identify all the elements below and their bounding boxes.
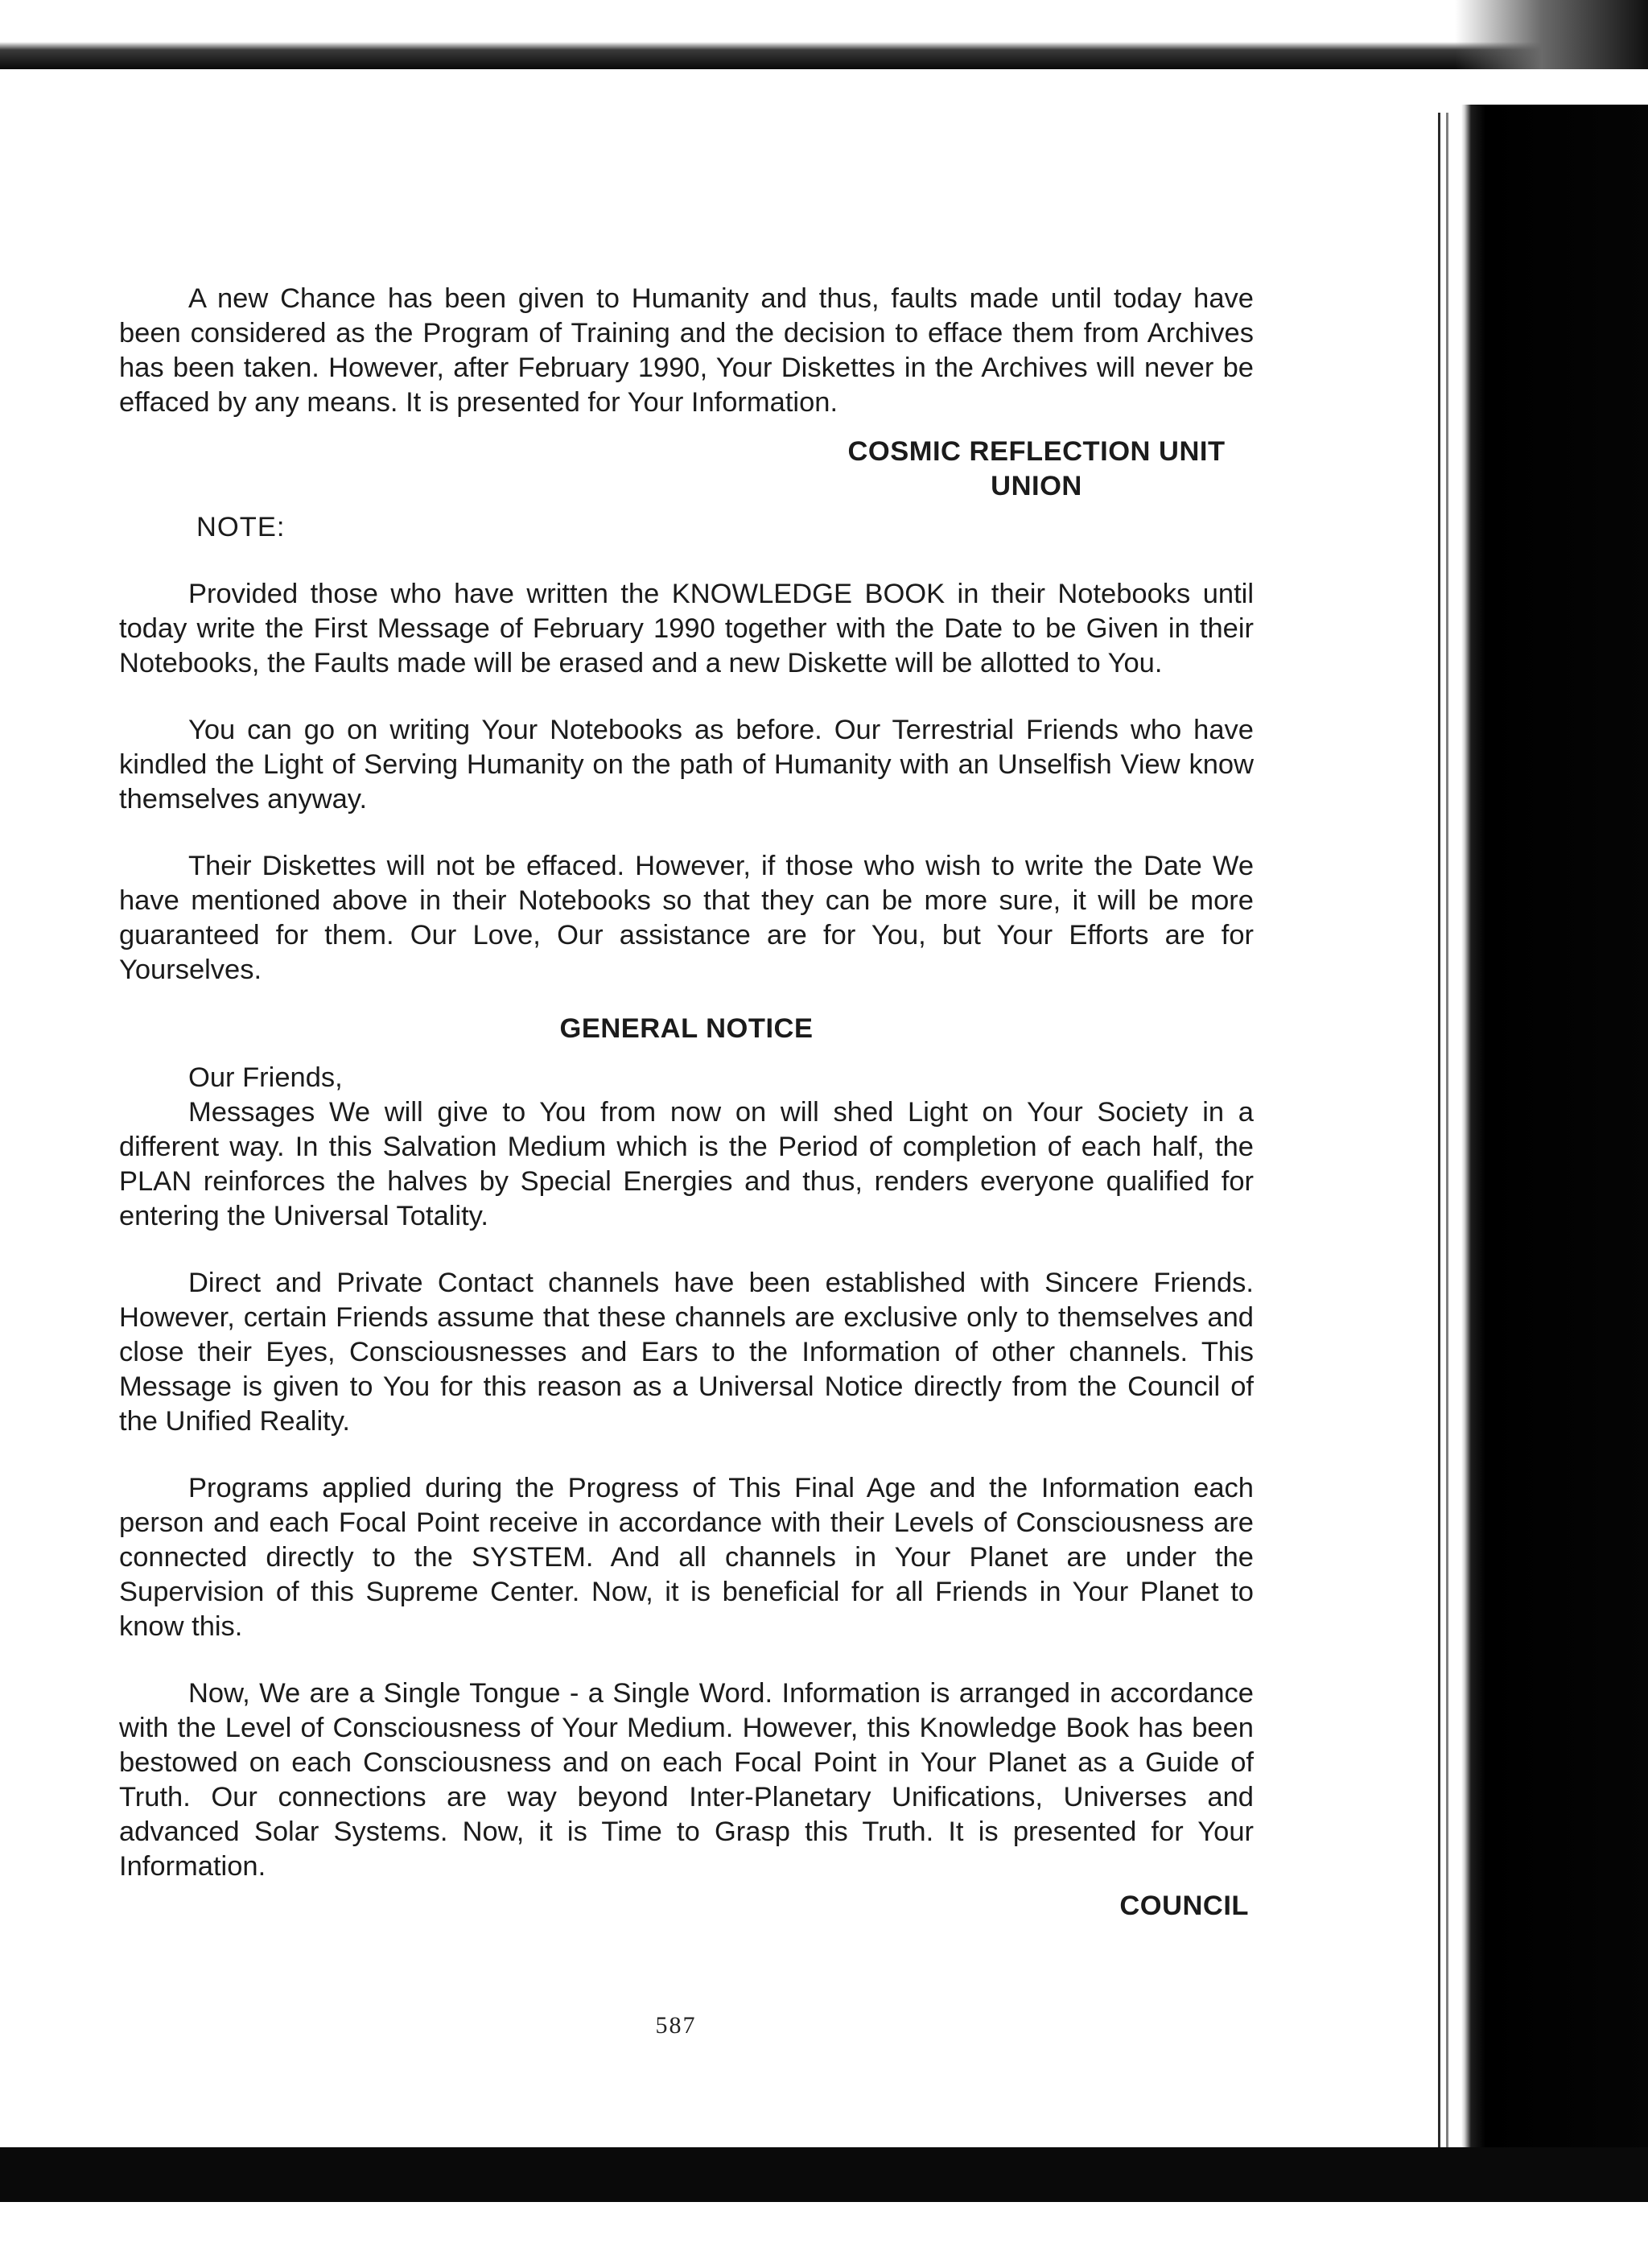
notice-paragraph: Messages We will give to You from now on will shed Light on Your Society in a different way. In this Salvation Medium which is the Period of completion of each half, the PLAN reinforces the halves by Special Energies and thus, renders everyone qualified for entering the Universal Totality. bbox=[119, 1097, 1254, 1231]
page-body bbox=[119, 282, 1254, 1924]
note-paragraph: Their Diskettes will not be effaced. However, if those who wish to write the Date We have mentioned above in their Notebooks so that they can be more sure, it will be more guaranteed for them. Our Love, Our assistance are for You, but Your Efforts are for Yourselves. bbox=[119, 851, 1254, 985]
scan-top-edge bbox=[0, 0, 1648, 69]
scan-bottom-band bbox=[0, 2147, 1648, 2202]
scan-bottom-edge bbox=[0, 2202, 1648, 2268]
signature-cosmic-reflection bbox=[827, 435, 1246, 504]
signature-line-1: COSMIC REFLECTION UNIT bbox=[847, 436, 1226, 467]
page-number: 587 bbox=[655, 2012, 697, 2039]
notice-paragraph: Direct and Private Contact channels have been established with Sincere Friends. However, certain Friends assume that these channels are exclusive only to themselves and close their Eyes, Consciousnesses and Ears to the Information of other channels. This Message is given to You for this reason as a Universal Notice directly from the Council of the Unified Reality. bbox=[119, 1268, 1254, 1437]
signature-line-2: UNION bbox=[991, 471, 1082, 501]
intro-paragraph: A new Chance has been given to Humanity and thus, faults made until today have been considered as the Program of Training and the decision to efface them from Archives has been taken. However, after February 1990, Your Diskettes in the Archives will never be effaced by any means. It is presented for Your Information. bbox=[119, 283, 1254, 418]
general-notice-heading: GENERAL NOTICE bbox=[559, 1013, 814, 1044]
signature-council: COUNCIL bbox=[1119, 1891, 1249, 1921]
scan-page-edge-line bbox=[1438, 113, 1440, 2173]
note-label: NOTE: bbox=[196, 512, 286, 542]
notice-paragraph: Programs applied during the Progress of This Final Age and the Information each person and each Focal Point receive in accordance with their Levels of Consciousness are connected directly to the SYSTEM. And all channels in Your Planet are under the Supervision of this Supreme Center. Now, it is beneficial for all Friends in Your Planet to know this. bbox=[119, 1473, 1254, 1642]
notice-paragraph: Now, We are a Single Tongue - a Single Word. Information is arranged in accordance with the Level of Consciousness of Your Medium. However, this Knowledge Book has been bestowed on each Consciousness and on each Focal Point in Your Planet as a Guide of Truth. Our connections are way beyond Inter-Planetary Unifications, Universes and advanced Solar Systems. Now, it is Time to Grasp this Truth. It is presented for Your Information. bbox=[119, 1678, 1254, 1882]
scan-page-edge-line bbox=[1446, 113, 1448, 2173]
note-paragraph: Provided those who have written the KNOWLEDGE BOOK in their Notebooks until today write the First Message of February 1990 together with the Date to be Given in their Notebooks, the Faults made will be erased and a new Diskette will be allotted to You. bbox=[119, 579, 1254, 678]
scan-book-spine bbox=[1461, 105, 1648, 2245]
salutation: Our Friends, bbox=[188, 1062, 343, 1093]
note-paragraph: You can go on writing Your Notebooks as before. Our Terrestrial Friends who have kindled the Light of Serving Humanity on the path of Humanity with an Unselfish View know themselves anyway. bbox=[119, 715, 1254, 814]
